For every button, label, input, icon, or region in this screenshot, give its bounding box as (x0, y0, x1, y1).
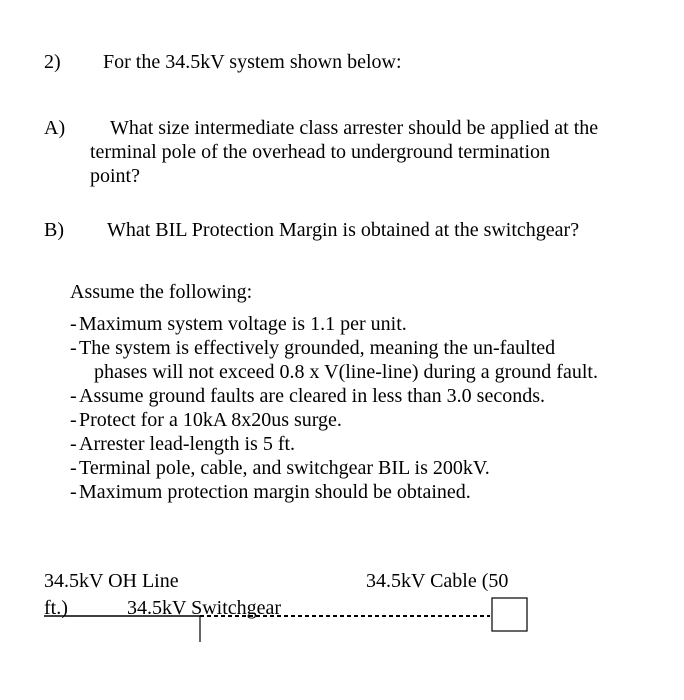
question-number: 2) (44, 51, 61, 73)
part-a-text-line-1: What size intermediate class arrester should be applied at the (110, 117, 599, 139)
bullet-dash: - (70, 337, 77, 359)
assumptions-heading: Assume the following: (70, 281, 253, 303)
assumption-item: Maximum protection margin should be obtained. (79, 481, 471, 503)
bullet-dash: - (70, 433, 77, 455)
assumption-item-continuation: phases will not exceed 0.8 x V(line-line) during a ground fault. (94, 361, 598, 383)
bullet-dash: - (70, 457, 77, 479)
switchgear-label: 34.5kV Switchgear (127, 597, 282, 619)
oh-line-label: 34.5kV OH Line (44, 570, 179, 592)
assumption-item: Maximum system voltage is 1.1 per unit. (79, 313, 407, 335)
bullet-dash: - (70, 409, 77, 431)
part-b-text: What BIL Protection Margin is obtained at the switchgear? (107, 219, 580, 241)
bullet-dash: - (70, 385, 77, 407)
part-a-text-line-3: point? (90, 165, 140, 187)
question-intro: For the 34.5kV system shown below: (103, 51, 402, 73)
assumption-item: Protect for a 10kA 8x20us surge. (79, 409, 342, 431)
assumption-item: The system is effectively grounded, meaning the un-faulted (79, 337, 556, 359)
assumption-item: Terminal pole, cable, and switchgear BIL is 200kV. (79, 457, 490, 479)
bullet-dash: - (70, 313, 77, 335)
part-b-label: B) (44, 219, 64, 241)
assumption-item: Arrester lead-length is 5 ft. (79, 433, 296, 455)
cable-label-continuation: ft.) (44, 597, 68, 619)
assumption-item: Assume ground faults are cleared in less than 3.0 seconds. (79, 385, 545, 407)
part-a-label: A) (44, 117, 66, 139)
cable-label: 34.5kV Cable (50 (366, 570, 509, 592)
bullet-dash: - (70, 481, 77, 503)
switchgear-box (492, 598, 527, 631)
part-a-text-line-2: terminal pole of the overhead to underground termination (90, 141, 551, 163)
